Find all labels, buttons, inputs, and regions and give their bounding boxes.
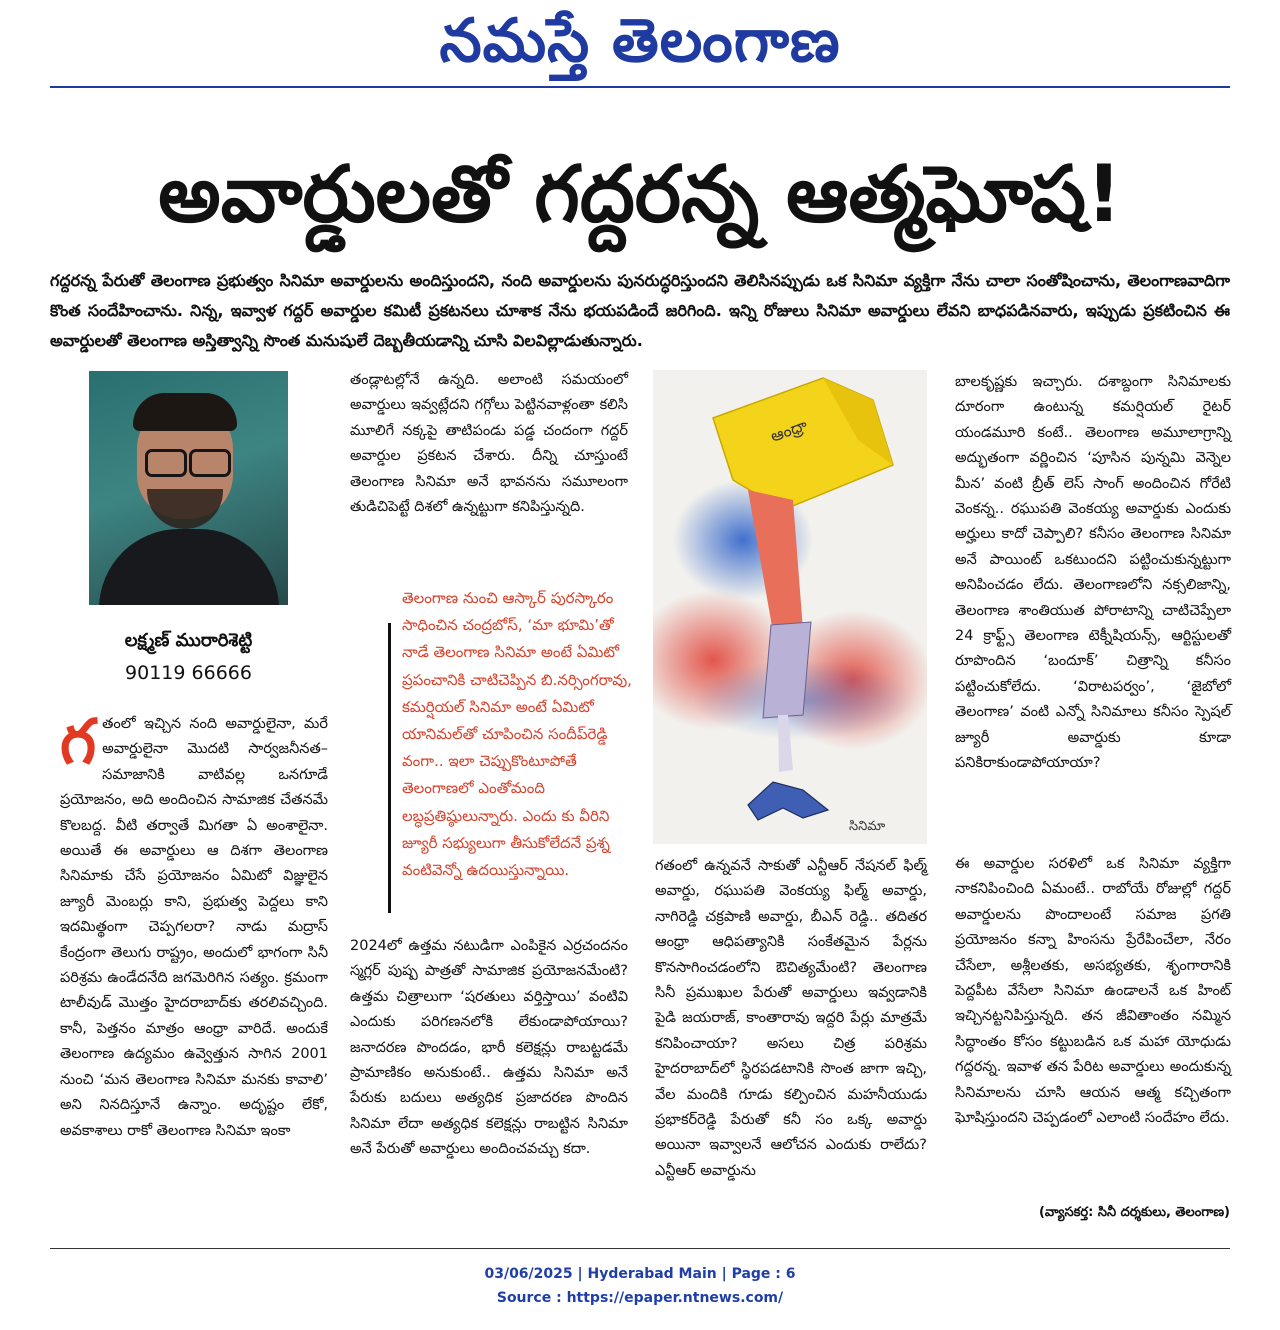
cartoon-svg xyxy=(653,370,927,844)
masthead: నమస్తే తెలంగాణ xyxy=(439,6,841,76)
column-1-text: తంలో ఇచ్చిన నంది అవార్డులైనా, మరే అవార్డులైనా మొదటి సార్వజనీనత– సమాజానికి వాటివల్ల ఒనగూడే ప్రయోజనం, అది అందించిన సామాజిక చేతనమే కొలబద్ద. వీటి తర్వాతే మిగతా ఏ అంశాలైనా. అయితే ఈ అవార్డులు ఆ దిశగా తెలంగాణ సినిమాకు చేసే ప్రయోజనం ఏమిటో విజ్ఞులైన జ్యూరీ మెంబర్లు కాని, ప్రభుత్వ పెద్దలు కాని ఇదమిత్థంగా చెప్పగలరా? నాడు మద్రాస్ కేంద్రంగా తెలుగు రాష్ట్రం, అందులో భాగంగా సినీ పరిశ్రమ ఉండేదనేది జగమెరిగిన సత్యం. క్రమంగా టాలీవుడ్ మొత్తం హైదరాబాద్‌కు తరలివచ్చింది. కానీ, పెత్తనం మాత్రం ఆంధ్రా వారిదే. అందుకే తెలంగాణ ఉద్యమం ఉవ్వెత్తున సాగిన 2001 నుంచి ‘మన తెలంగాణ సినిమా మనకు కావాలి’ అని నినదిస్తూనే ఉన్నాం. అదృష్టం లేకో, అవకాశాలు రాకో తెలంగాణ సినిమా ఇంకా xyxy=(60,716,328,1139)
artist-signature: సినిమా xyxy=(849,819,886,834)
writer-note: (వ్యాసకర్త: సినీ దర్శకులు, తెలంగాణ) xyxy=(1038,1205,1230,1220)
crushed-figure xyxy=(748,782,828,820)
column-3: గతంలో ఉన్నవనే సాకుతో ఎన్టీఆర్ నేషనల్ ఫిల్మ్ అవార్డు, రఘుపతి వెంకయ్య ఫిల్మ్ అవార్డు, నాగిరెడ్డి చక్రపాణి అవార్డు, బీఎన్ రెడ్డి.. తదితర ఆంధ్రా ఆధిపత్యానికి సంకేతమైన పేర్లను కొనసాగించడంలోని ఔచిత్యమేంటి? తెలంగాణ సినీ ప్రముఖుల పేరుతో అవార్డులు ఇవ్వడానికి పైడి జయరాజ్, కాంతారావు ఇద్దరి పేర్లు మాత్రమే కనిపించాయా? అసలు చిత్ర పరిశ్రమ హైదరాబాద్‌లో స్థిరపడటానికి సొంత జాగా ఇచ్చి, వేల మందికి గూడు కల్పించిన మహనీయుడు ప్రభాకర్‌రెడ్డి పేరుతో కనీ సం ఒక్క అవార్డు అయినా ఇవ్వాలనే ఆలోచన ఎందుకు రాలేదు? ఎన్టీఆర్ అవార్డును xyxy=(655,858,927,1179)
column-2-bottom: 2024లో ఉత్తమ నటుడిగా ఎంపికైన ఎర్రచందనం స్మగ్లర్ పుష్ప పాత్రతో సామాజిక ప్రయోజనమేంటి? ఉత్తమ చిత్రాలుగా ‘షరతులు వర్తిస్తాయి’ వంటివి ఎందుకు పరిగణనలోకి లేకుండాపోయాయి? జనాదరణ పొందడం, భారీ కలెక్షన్లు రాబట్టడమే ప్రామాణికం అనుకుంటే.. ఉత్తమ సినిమా అనే పేరుకు బదులు అత్యధిక ప్రజాదరణ పొందిన సినిమా లేదా అత్యధిక కలెక్షన్లు రాబట్టిన సినిమా అనే పేరుతో అవార్డులు అందించవచ్చు కదా. xyxy=(350,938,628,1158)
masthead-rule xyxy=(50,86,1230,88)
cloth-drape xyxy=(763,622,811,718)
author-phone: 90119 66666 xyxy=(125,662,252,684)
column-4-top: బాలకృష్ణకు ఇచ్చారు. దశాబ్దంగా సినిమాలకు దూరంగా ఉంటున్న కమర్షియల్ రైటర్ యండమూరి కంటే.. తెలంగాణ అమూలాగ్రాన్ని అద్భుతంగా వర్ణించిన ‘పూసిన పున్నమి వెన్నెల మీన’ వంటి బ్రీత్ లెస్ సాంగ్ అందించిన గోరేటి వెంకన్న.. రఘుపతి వెంకయ్య అవార్డుకు ఎందుకు అర్హులు కాదో చెప్పాలి? కనీసం తెలంగాణ సినిమా అనే పాయింట్ ఒకటుందని పట్టించుకున్నట్టుగా అనిపించడం లేదు. తెలంగాణలోని నక్సలిజాన్ని, తెలంగాణ శాంతియుత పోరాటాన్ని చాటిచెప్పేలా 24 క్రాఫ్ట్స్ తెలంగాణ టెక్నీషియన్స్, ఆర్టిస్టులతో రూపొందిన ‘బందూక్’ చిత్రాన్ని కనీసం పట్టించుకోలేదు. ‘విరాటపర్వం’, ‘జైబోలో తెలంగాణ’ వంటి ఎన్నో సినిమాలు కనీసం స్పెషల్ జ్యూరీ అవార్డుకు కూడా పనికిరాకుండాపోయాయా? xyxy=(955,374,1231,772)
column-2-top: తండ్లాటల్లోనే ఉన్నది. అలాంటి సమయంలో అవార్డులు ఇవ్వట్లేదని గగ్గోలు పెట్టినవాళ్లంతా కలిసి మూలిగే నక్కపై తాటిపండు పడ్డ చందంగా గద్దర్ అవార్డుల ప్రకటన చేశారు. దీన్ని చూస్తుంటే తెలంగాణ సినిమా అనే భావనను సమూలంగా తుడిచిపెట్టే దిశలో ఉన్నట్టుగా కనిపిస్తున్నది. xyxy=(350,372,628,516)
book-label: ఆంధ్రా xyxy=(767,415,810,446)
intro-paragraph: గద్దరన్న పేరుతో తెలంగాణ ప్రభుత్వం సినిమా అవార్డులను అందిస్తుందని, నంది అవార్డులను పునరుద్ధరిస్తుందని తెలిసినప్పుడు ఒక సినిమా వ్యక్తిగా నేను చాలా సంతోషించాను, తెలంగాణవాదిగా కొంత సందేహించాను. నిన్న, ఇవ్వాళ గద్దర్ అవార్డుల కమిటీ ప్రకటనలు చూశాక నేను భయపడిందే జరిగింది. ఇన్ని రోజులు సినిమా అవార్డులు లేవని బాధపడినవారు, ఇప్పుడు ప్రకటించిన ఈ అవార్డులతో తెలంగాణ అస్తిత్వాన్ని సొంత మనుషులే దెబ్బతీయడాన్ని చూసి విలవిల్లాడుతున్నారు. xyxy=(50,271,1230,350)
photo-glasses-right xyxy=(189,449,231,477)
footer-date-edition: 03/06/2025 | Hyderabad Main | Page : 6 xyxy=(484,1266,796,1282)
column-4-bottom: ఈ అవార్డుల సరళిలో ఒక సినిమా వ్యక్తిగా నాకనిపించింది ఏమంటే.. రాబోయే రోజుల్లో గద్దర్ అవార్డులను పొందాలంటే సమాజ ప్రగతి ప్రయోజనం కన్నా హింసను ప్రేరేపించేలా, నేరం చేసేలా, అశ్లీలతకు, అసభ్యతకు, శృంగారానికి పెద్దపీట వేసేలా సినిమా ఉండాలనే ఒక హింట్ ఇచ్చినట్టనిపిస్తున్నది. తన జీవితాంతం నమ్మిన సిద్ధాంతం కోసం కట్టుబడిన ఒక మహా యోధుడు గద్దరన్న. ఇవాళ తన పేరిట అవార్డులు అందుకున్న సినిమాలను చూసి ఆయన ఆత్మ కచ్చితంగా ఘోషిస్తుందని చెప్పడంలో ఎలాంటి సందేహం లేదు. xyxy=(955,856,1231,1127)
bottom-rule xyxy=(50,1248,1230,1249)
dropcap: గ xyxy=(60,705,97,778)
column-1 xyxy=(60,705,328,1144)
photo-body xyxy=(99,529,279,605)
footer-source: Source : https://epaper.ntnews.com/ xyxy=(496,1290,784,1306)
author-name: లక్ష్మణ్ మురారిశెట్టి xyxy=(124,630,253,651)
headline: అవార్డులతో గద్దరన్న ఆత్మఘోష! xyxy=(158,150,1122,240)
cartoon-illustration xyxy=(653,370,927,844)
pull-quote: తెలంగాణ నుంచి ఆస్కార్ పురస్కారం సాధించిన చంద్రబోస్, ‘మా భూమి’తో నాడే తెలంగాణ సినిమా అంటే ఏమిటో ప్రపంచానికి చాటిచెప్పిన బి.నర్సింగరావు, కమర్షియల్ సినిమా అంటే ఏమిటో యానిమల్‌తో చూపించిన సందీప్‌రెడ్డి వంగా.. ఇలా చెప్పుకొంటూపోతే తెలంగాణలో ఎంతోమంది లబ్ధప్రతిష్ఠులున్నారు. ఎందు కు వీరిని జ్యూరీ సభ్యులుగా తీసుకోలేదనే ప్రశ్న వంటివెన్నో ఉదయిస్తున్నాయి. xyxy=(388,585,642,884)
photo-hair xyxy=(133,393,237,431)
author-photo xyxy=(89,371,288,605)
photo-glasses-left xyxy=(145,449,187,477)
photo-beard xyxy=(147,489,223,529)
